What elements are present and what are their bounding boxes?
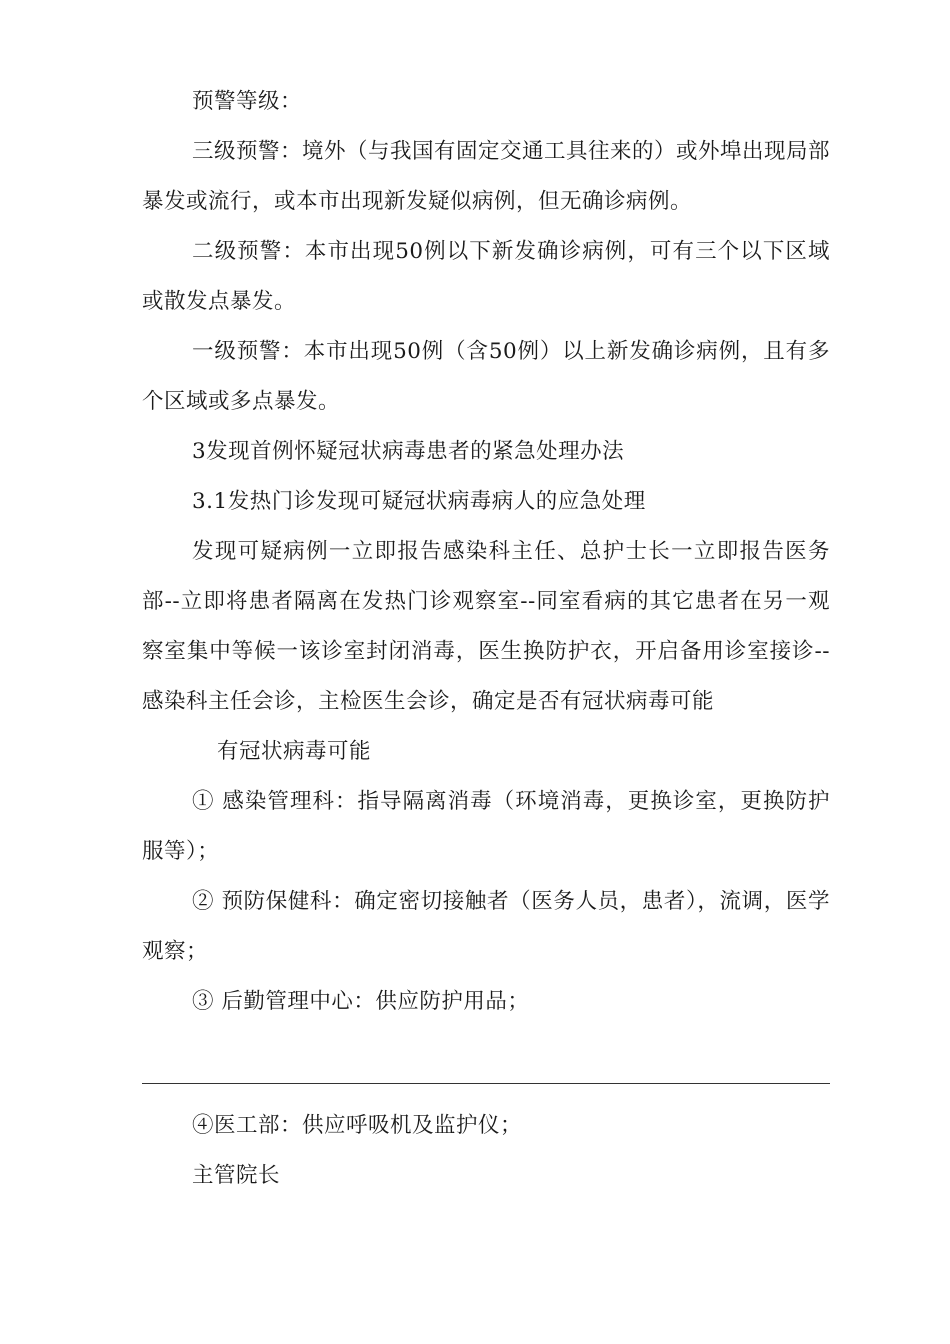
section-heading-3-1: 3.1发热门诊发现可疑冠状病毒病人的应急处理 (192, 489, 646, 514)
paragraph-possible-coronavirus: 有冠状病毒可能 (217, 739, 372, 764)
document-body (142, 77, 830, 1027)
list-item-infection-management: ① 感染管理科：指导隔离消毒（环境消毒，更换诊室，更换防护服等）； (142, 789, 830, 864)
paragraph-warning-levels-heading: 预警等级： (192, 89, 303, 114)
paragraph-level-two-warning: 二级预警：本市出现50例以下新发确诊病例，可有三个以下区域或散发点暴发。 (142, 239, 830, 314)
document-body-continued (142, 1101, 830, 1201)
paragraph-level-three-warning: 三级预警：境外（与我国有固定交通工具往来的）或外埠出现局部暴发或流行，或本市出现新发疑似病例，但无确诊病例。 (142, 139, 831, 214)
page-divider (142, 1083, 830, 1084)
section-heading-3: 3发现首例怀疑冠状病毒患者的紧急处理办法 (192, 439, 625, 464)
list-item-medical-engineering: ④医工部：供应呼吸机及监护仪； (192, 1113, 523, 1138)
paragraph-procedure: 发现可疑病例一立即报告感染科主任、总护士长一立即报告医务部--立即将患者隔离在发热门诊观察室--同室看病的其它患者在另一观察室集中等候一该诊室封闭消毒，医生换防护衣，开启备用诊室接诊--感染科主任会诊，主检医生会诊，确定是否有冠状病毒可能 (142, 539, 830, 714)
list-item-logistics: ③ 后勤管理中心：供应防护用品； (192, 989, 530, 1014)
paragraph-level-one-warning: 一级预警：本市出现50例（含50例）以上新发确诊病例，且有多个区域或多点暴发。 (142, 339, 830, 414)
list-item-preventive-care: ② 预防保健科：确定密切接触者（医务人员，患者），流调，医学观察； (142, 889, 830, 964)
paragraph-supervising-director: 主管院长 (192, 1163, 281, 1188)
